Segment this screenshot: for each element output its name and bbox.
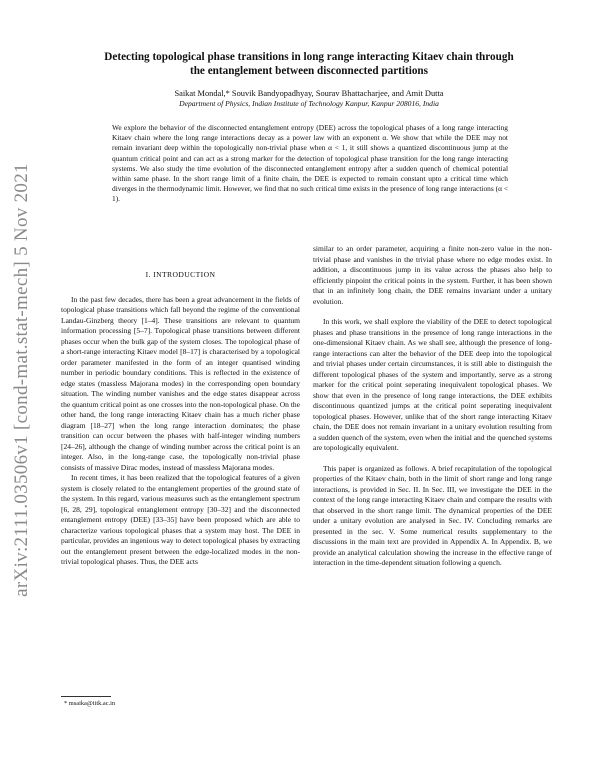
arxiv-identifier: arXiv:2111.03506v1 [cond-mat.stat-mech] 5 Nov 2021	[11, 163, 32, 597]
left-column	[61, 270, 300, 568]
intro-paragraph-4: In this work, we shall explore the viability of the DEE to detect topological phases and phase transitions in the presence of long range interactions in the one-dimensional Kitaev chain. As we shall see, although the presence of long-range interactions can alter the behavior of the DEE deep into the topological and trivial phases under certain circumstances, it is still able to distinguish the different topological phases of the system and importantly, serve as a strong marker for the critical point seperating inequivalent topological phases. We show that even in the presence of long range interactions, the DEE exhibits discontinuous quantized jumps at the critical point seperating inequivalent topological phases. However, unlike that of the short range interacting Kitaev chain, the DEE does not remain invariant in a unitary evolution resulting from a sudden quench of the system, even when the initial and the quenched systems are topologically equivalent.	[313, 317, 552, 452]
author-list: Saikat Mondal,* Souvik Bandyopadhyay, Sourav Bhattacharjee, and Amit Dutta	[174, 89, 444, 98]
footnote-email[interactable]: * msaika@iitk.ac.in	[64, 700, 116, 707]
intro-paragraph-2: In recent times, it has been realized that the topological features of a given system is closely related to the entanglement properties of the ground state of the system. In this regard, various measures such as the entanglement spectrum [6, 28, 29], topological entanglement entropy [30–32] and the disconnected entanglement entropy (DEE) [33–35] have been proposed which are able to characterize various topological phases that a system may host. The DEE in particular, provides an ingenious way to detect topological phases by extracting out the entanglement present between the edge-localized modes in the non-trivial topological phases. Thus, the DEE acts	[61, 473, 300, 566]
intro-paragraph-5: This paper is organized as follows. A brief recapitulation of the topological properties of the Kitaev chain, both in the limit of short range and long range interactions, is provided in Sec. II. In Sec. III, we investigate the DEE in the context of the long range interacting Kitaev chain and compare the results with that observed in the short range limit. The dynamical properties of the DEE under a unitary evolution are analysed in Sec. IV. Concluding remarks are presented in the sec. V. Some numerical results supplementary to the discussions in the main text are provided in Appendix A. In Appendix. B, we provide an analytical calculation showing the increase in the effective range of interaction in the time-dependent situation following a quench.	[313, 463, 552, 567]
section-heading: I. INTRODUCTION	[145, 270, 216, 279]
title-line-1: Detecting topological phase transitions in long range interacting Kitaev chain through	[104, 51, 514, 63]
intro-paragraph-3: similar to an order parameter, acquiring a finite non-zero value in the non-trivial phase and vanishes in the trivial phase where no edge modes exist. In addition, a discontinuous jump in its value across the phases also help to efficiently pinpoint the critical points in the system. Further, it has been shown that in an infinitely long chain, the DEE remains invariant under a unitary evolution.	[313, 244, 552, 306]
arxiv-stamp	[2, 160, 42, 600]
intro-paragraph-1: In the past few decades, there has been a great advancement in the fields of topological phase transitions which fall beyond the regime of the conventional Landau-Ginzberg theory [1–4]. These transitions are relevant to quantum information processing [5–7]. Topological phase transitions between different phases occur when the bulk gap of the system closes. The topological phase of a short-range interacting Kitaev model [8–17] is characterised by a topological order parameter manifested in the form of an integer quantised winding number in periodic boundary conditions. This is reflected in the existence of edge states (massless Majorana modes) in the corresponding open boundary situation. The winding number vanishes and the edge states disappear across the quantum critical point as one crosses into the non-topological phase. On the other hand, the long range interacting Kitaev chain has a much richer phase diagram [18–27] when the long range interaction dominates; the phase transition can occur between the phases with half-integer winding numbers [24–26], although the change of winding number across the critical point is an integer. Also, in the long-range case, the topologically non-trivial phase consists of massive Dirac modes, instead of massless Majorana modes.	[61, 294, 300, 472]
abstract: We explore the behavior of the disconnected entanglement entropy (DEE) across the topological phases of a long range interacting Kitaev chain where the long range interactions decay as a power law with an exponent α. We show that while the DEE may not remain invariant deep within the topologically non-trivial phase when α < 1, it still shows a quantized discontinuous jump at the quantum critical point and can act as a strong marker for the detection of topological phase transition for the long range interacting systems. We also study the time evolution of the disconnected entanglement entropy after a sudden quench of chemical potential within same phase. In the short range limit of a finite chain, the DEE is expected to remain constant upto a critical time which diverges in the thermodynamic limit. However, we find that no such critical time exists in the presence of long range interactions (α < 1).	[112, 123, 508, 204]
affiliation: Department of Physics, Indian Institute of Technology Kanpur, Kanpur 208016, India	[179, 99, 439, 108]
right-column	[313, 244, 552, 579]
paper-title	[66, 50, 552, 78]
title-line-2: the entanglement between disconnected partitions	[189, 65, 429, 77]
footnote-rule	[61, 696, 111, 697]
